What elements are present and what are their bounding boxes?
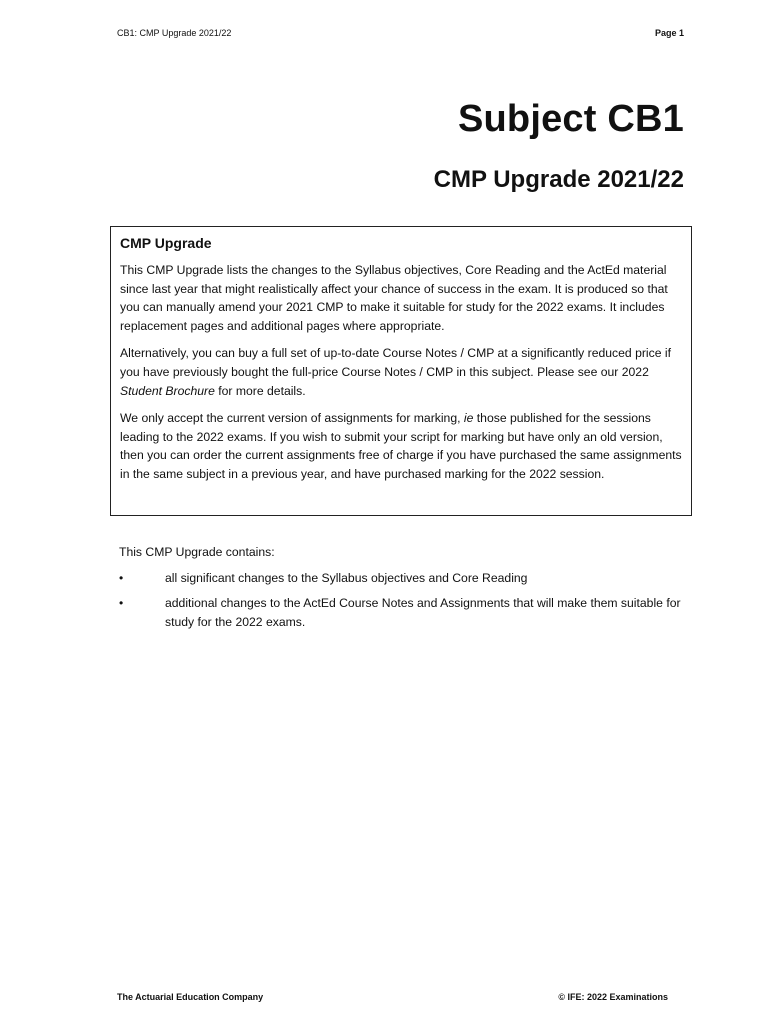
contents-intro: This CMP Upgrade contains: (119, 545, 275, 559)
list-item-text: all significant changes to the Syllabus objectives and Core Reading (165, 570, 528, 585)
list-item-text: additional changes to the ActEd Course Notes and Assignments that will make them suitable for study for the 2022 exams. (165, 596, 681, 629)
bullet-icon: • (119, 596, 124, 611)
list-item (119, 594, 689, 631)
info-paragraph-3-text-end: those published for the sessions leading to the 2022 exams. If you wish to submit your script for marking but have only an old version, then you can order the current assignments free of charge if you have purchased the same assignments in the same subject in a previous year, and have purchased marking for the 2022 session. (120, 411, 682, 481)
document-title: Subject CB1 (457, 98, 684, 140)
info-paragraph-1: This CMP Upgrade lists the changes to the Syllabus objectives, Core Reading and the ActEd material since last year that might realistically affect your chance of success in the exam. It is produced so that you can manually amend your 2021 CMP to make it suitable for study for the 2022 exams. It includes replacement pages and additional pages where appropriate. (120, 263, 668, 333)
info-paragraph-2-text-end: for more details. (214, 383, 306, 398)
page-number: Page 1 (654, 28, 684, 38)
document-subtitle: CMP Upgrade 2021/22 (433, 166, 684, 193)
info-paragraph-3 (120, 409, 682, 483)
info-paragraph-2 (120, 344, 682, 400)
ie-abbreviation: ie (463, 411, 474, 426)
footer-publisher: The Actuarial Education Company (117, 992, 264, 1002)
info-box-heading: CMP Upgrade (120, 235, 212, 251)
student-brochure-title: Student Brochure (120, 383, 215, 398)
list-item (119, 569, 689, 588)
info-paragraph-2-text-start: Alternatively, you can buy a full set of up-to-date Course Notes / CMP at a significantly reduced price if you have previously bought the full-price Course Notes / CMP in this subject. Please see our 2022 (120, 346, 671, 379)
cmp-upgrade-info-box (110, 226, 692, 516)
contents-section (119, 543, 689, 638)
bullet-icon: • (119, 570, 124, 585)
footer-copyright: © IFE: 2022 Examinations (558, 992, 668, 1002)
info-paragraph-3-text-start: We only accept the current version of assignments for marking, (120, 411, 464, 426)
running-header: CB1: CMP Upgrade 2021/22 (117, 28, 232, 38)
